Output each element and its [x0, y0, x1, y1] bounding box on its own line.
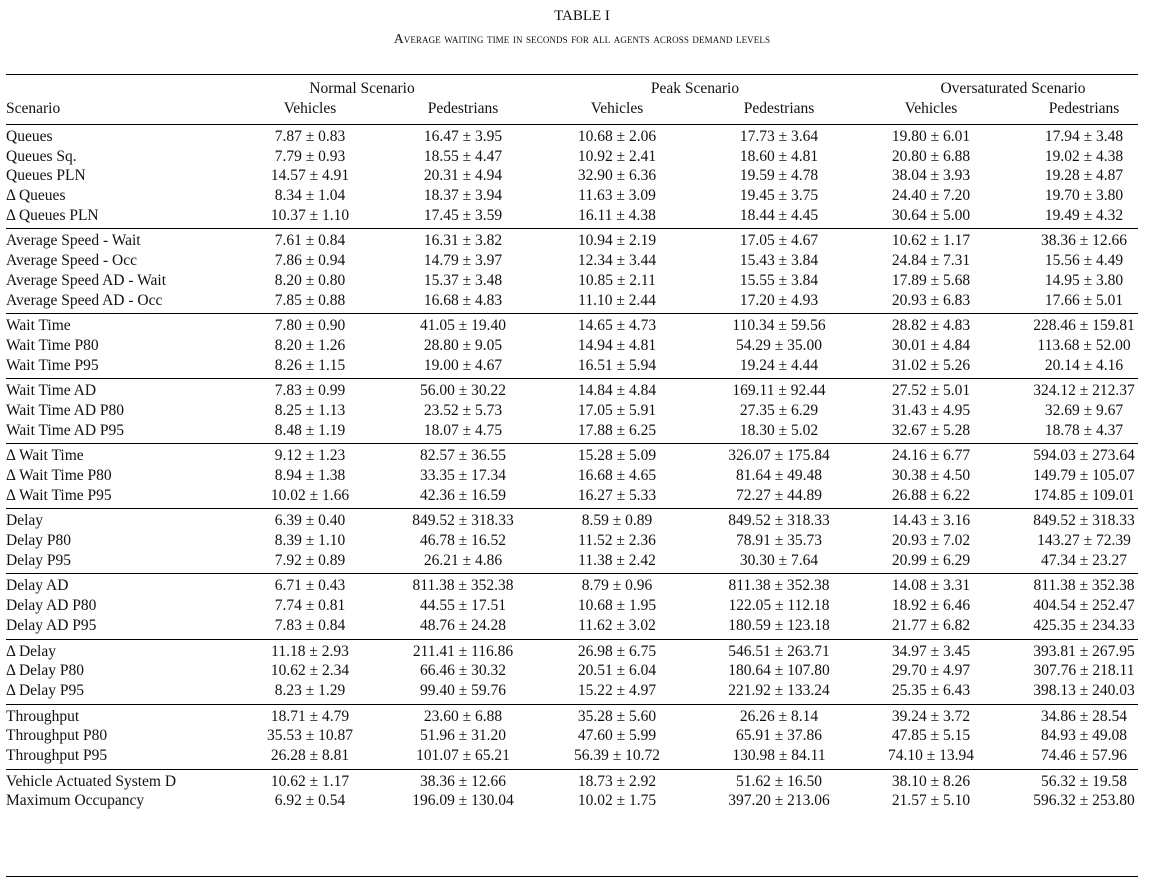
table-cell: 32.90 ± 6.36	[577, 167, 657, 185]
section-rule	[6, 443, 1138, 444]
table-row	[0, 531, 1164, 551]
table-cell: 10.37 ± 1.10	[270, 206, 350, 224]
table-cell: 6.71 ± 0.43	[274, 577, 346, 595]
table-cell: 149.79 ± 105.07	[1033, 467, 1135, 484]
table-cell: 38.36 ± 12.66	[419, 772, 507, 790]
table-cell: 19.80 ± 6.01	[891, 128, 971, 145]
table-row	[0, 772, 1164, 792]
table-cell: 19.45 ± 3.75	[739, 187, 819, 205]
table-cell: 17.88 ± 6.25	[577, 421, 657, 439]
table-cell: 15.28 ± 5.09	[577, 447, 657, 465]
table-row	[0, 336, 1164, 356]
table-cell: 8.94 ± 1.38	[274, 467, 346, 484]
table-cell: 20.14 ± 4.16	[1044, 356, 1124, 374]
table-cell: 17.05 ± 5.91	[577, 401, 657, 419]
table-cell: 34.97 ± 3.45	[891, 642, 971, 660]
table-row	[0, 421, 1164, 441]
row-label: Average Speed AD - Wait	[6, 271, 167, 289]
table-cell: 7.86 ± 0.94	[274, 252, 346, 270]
table-cell: 11.52 ± 2.36	[578, 532, 656, 550]
table-cell: 8.23 ± 1.29	[274, 681, 346, 699]
table-cell: 81.64 ± 49.48	[735, 467, 823, 484]
table-cell: 849.52 ± 318.33	[728, 512, 830, 530]
table-row	[0, 596, 1164, 616]
table-cell: 26.26 ± 8.14	[739, 707, 819, 725]
table-cell: 18.07 ± 4.75	[423, 421, 503, 439]
table-cell: 41.05 ± 19.40	[419, 317, 507, 335]
table-cell: 425.35 ± 234.33	[1033, 616, 1135, 634]
section-rule	[6, 228, 1138, 229]
section-rule	[6, 573, 1138, 574]
table-row	[0, 166, 1164, 186]
subcol-header: Pedestrians	[743, 100, 815, 117]
table-cell: 8.79 ± 0.96	[581, 577, 653, 595]
table-row	[0, 291, 1164, 311]
table-cell: 324.12 ± 212.37	[1033, 382, 1135, 400]
table-cell: 72.27 ± 44.89	[735, 486, 823, 504]
table-cell: 30.30 ± 7.64	[739, 551, 819, 569]
table-cell: 16.68 ± 4.83	[423, 291, 503, 309]
table-cell: 74.46 ± 57.96	[1040, 746, 1128, 764]
table-cell: 110.34 ± 59.56	[732, 317, 826, 335]
table-row	[0, 316, 1164, 336]
table-row	[0, 251, 1164, 271]
row-label: Queues PLN	[6, 167, 86, 185]
table-cell: 16.31 ± 3.82	[423, 232, 503, 250]
table-cell: 6.39 ± 0.40	[274, 512, 346, 530]
table-cell: 8.34 ± 1.04	[274, 187, 346, 205]
table-cell: 596.32 ± 253.80	[1033, 792, 1135, 810]
table-cell: 228.46 ± 159.81	[1033, 317, 1135, 335]
row-label: Average Speed AD - Occ	[6, 291, 163, 309]
table-cell: 17.94 ± 3.48	[1044, 128, 1124, 145]
table-row	[0, 206, 1164, 226]
table-cell: 84.93 ± 49.08	[1040, 727, 1128, 745]
row-label: Δ Delay P80	[6, 662, 84, 680]
table-cell: 18.71 ± 4.79	[270, 707, 350, 725]
table-cell: 29.70 ± 4.97	[891, 662, 971, 680]
table-cell: 17.45 ± 3.59	[423, 206, 503, 224]
table-cell: 8.20 ± 1.26	[274, 336, 346, 354]
table-cell: 56.39 ± 10.72	[573, 746, 661, 764]
table-cell: 18.78 ± 4.37	[1044, 421, 1124, 439]
row-header-scenario: Scenario	[6, 100, 61, 117]
row-label: Delay P80	[6, 532, 72, 550]
table-cell: 14.43 ± 3.16	[891, 512, 971, 530]
subcol-header: Vehicles	[283, 100, 337, 117]
row-label: Delay P95	[6, 551, 72, 569]
table-cell: 47.34 ± 23.27	[1040, 551, 1128, 569]
table-cell: 14.84 ± 4.84	[577, 382, 657, 400]
table-cell: 130.98 ± 84.11	[732, 746, 826, 764]
table-cell: 811.38 ± 352.38	[728, 577, 830, 595]
table-cell: 10.62 ± 1.17	[270, 772, 350, 790]
table-cell: 221.92 ± 133.24	[728, 681, 830, 699]
subcol-header: Vehicles	[904, 100, 958, 117]
table-cell: 19.24 ± 4.44	[739, 356, 819, 374]
table-cell: 18.30 ± 5.02	[739, 421, 819, 439]
row-label: Throughput P80	[6, 727, 108, 745]
table-cell: 31.02 ± 5.26	[891, 356, 971, 374]
table-cell: 38.10 ± 8.26	[891, 772, 971, 790]
table-row	[0, 381, 1164, 401]
table-cell: 20.99 ± 6.29	[891, 551, 971, 569]
table-cell: 38.36 ± 12.66	[1040, 232, 1128, 250]
row-label: Delay AD P80	[6, 597, 97, 615]
table-cell: 14.57 ± 4.91	[270, 167, 350, 185]
table-cell: 19.28 ± 4.87	[1044, 167, 1124, 185]
table-cell: 11.10 ± 2.44	[578, 291, 656, 309]
table-cell: 17.89 ± 5.68	[891, 271, 971, 289]
section-rule	[6, 508, 1138, 509]
table-row	[0, 356, 1164, 376]
table-cell: 30.38 ± 4.50	[891, 467, 971, 484]
table-cell: 30.64 ± 5.00	[891, 206, 971, 224]
table-cell: 19.00 ± 4.67	[423, 356, 503, 374]
table-cell: 849.52 ± 318.33	[412, 512, 514, 530]
table-cell: 196.09 ± 130.04	[412, 792, 514, 810]
table-cell: 15.37 ± 3.48	[423, 271, 503, 289]
table-cell: 7.85 ± 0.88	[274, 291, 346, 309]
table-cell: 10.02 ± 1.66	[270, 486, 350, 504]
bottom-rule	[6, 876, 1138, 877]
table-cell: 15.22 ± 4.97	[577, 681, 657, 699]
table-cell: 113.68 ± 52.00	[1037, 336, 1131, 354]
table-cell: 7.83 ± 0.99	[274, 382, 346, 400]
row-label: Δ Wait Time P80	[6, 467, 112, 484]
table-cell: 34.86 ± 28.54	[1040, 707, 1128, 725]
table-cell: 19.59 ± 4.78	[739, 167, 819, 185]
table-cell: 26.28 ± 8.81	[270, 746, 350, 764]
table-cell: 82.57 ± 36.55	[419, 447, 507, 465]
table-cell: 8.25 ± 1.13	[274, 401, 346, 419]
table-cell: 20.93 ± 6.83	[891, 291, 971, 309]
table-cell: 14.94 ± 4.81	[577, 336, 657, 354]
row-label: Delay AD P95	[6, 616, 97, 634]
table-cell: 35.53 ± 10.87	[266, 727, 354, 745]
row-label: Delay AD	[6, 577, 69, 595]
table-row	[0, 127, 1164, 147]
table-cell: 10.62 ± 2.34	[270, 662, 350, 680]
table-cell: 15.56 ± 4.49	[1044, 252, 1124, 270]
table-cell: 393.81 ± 267.95	[1033, 642, 1135, 660]
table-cell: 594.03 ± 273.64	[1033, 447, 1135, 465]
table-cell: 546.51 ± 263.71	[728, 642, 830, 660]
table-cell: 7.79 ± 0.93	[274, 147, 346, 165]
table-cell: 99.40 ± 59.76	[419, 681, 507, 699]
table-row	[0, 186, 1164, 206]
table-cell: 78.91 ± 35.73	[735, 532, 823, 550]
table-row	[0, 271, 1164, 291]
section-rule	[6, 704, 1138, 705]
table-cell: 169.11 ± 92.44	[732, 382, 826, 400]
table-cell: 56.00 ± 30.22	[419, 382, 507, 400]
row-label: Wait Time AD P95	[6, 421, 125, 439]
table-cell: 16.27 ± 5.33	[577, 486, 657, 504]
table-cell: 11.18 ± 2.93	[271, 642, 349, 660]
top-rule	[6, 74, 1138, 75]
table-cell: 16.47 ± 3.95	[423, 128, 503, 145]
table-cell: 811.38 ± 352.38	[1033, 577, 1135, 595]
table-row	[0, 746, 1164, 766]
table-cell: 7.61 ± 0.84	[274, 232, 346, 250]
section-rule	[6, 313, 1138, 314]
table-cell: 10.94 ± 2.19	[577, 232, 657, 250]
table-cell: 16.51 ± 5.94	[577, 356, 657, 374]
table-cell: 307.76 ± 218.11	[1033, 662, 1135, 680]
table-cell: 28.80 ± 9.05	[423, 336, 503, 354]
table-cell: 14.08 ± 3.31	[891, 577, 971, 595]
table-cell: 14.65 ± 4.73	[577, 317, 657, 335]
table-cell: 8.39 ± 1.10	[274, 532, 346, 550]
table-cell: 20.51 ± 6.04	[577, 662, 657, 680]
table-cell: 180.59 ± 123.18	[728, 616, 830, 634]
table-cell: 8.59 ± 0.89	[581, 512, 653, 530]
row-label: Wait Time	[6, 317, 71, 335]
table-cell: 25.35 ± 6.43	[891, 681, 971, 699]
table-cell: 32.67 ± 5.28	[891, 421, 971, 439]
section-rule	[6, 639, 1138, 640]
table-cell: 849.52 ± 318.33	[1033, 512, 1135, 530]
row-label: Δ Delay P95	[6, 681, 84, 699]
row-label: Average Speed - Wait	[6, 232, 141, 250]
table-row	[0, 446, 1164, 466]
table-cell: 122.05 ± 112.18	[728, 597, 830, 615]
table-row	[0, 791, 1164, 811]
table-cell: 8.20 ± 0.80	[274, 271, 346, 289]
table-body	[0, 127, 1164, 811]
row-label: Δ Wait Time P95	[6, 486, 112, 504]
table-cell: 27.35 ± 6.29	[739, 401, 819, 419]
table-row	[0, 661, 1164, 681]
table-cell: 18.55 ± 4.47	[423, 147, 503, 165]
table-cell: 54.29 ± 35.00	[735, 336, 823, 354]
table-cell: 44.55 ± 17.51	[419, 597, 507, 615]
table-cell: 21.77 ± 6.82	[891, 616, 971, 634]
table-cell: 47.85 ± 5.15	[891, 727, 971, 745]
table-cell: 326.07 ± 175.84	[728, 447, 830, 465]
table-row	[0, 726, 1164, 746]
table-cell: 24.16 ± 6.77	[891, 447, 971, 465]
table-cell: 10.92 ± 2.41	[577, 147, 657, 165]
table-cell: 48.76 ± 24.28	[419, 616, 507, 634]
table-cell: 11.38 ± 2.42	[578, 551, 656, 569]
table-cell: 31.43 ± 4.95	[891, 401, 971, 419]
table-cell: 10.62 ± 1.17	[891, 232, 971, 250]
table-cell: 51.96 ± 31.20	[419, 727, 507, 745]
row-label: Maximum Occupancy	[6, 792, 145, 810]
subcol-header: Pedestrians	[1048, 100, 1120, 117]
table-row	[0, 147, 1164, 167]
table-cell: 23.52 ± 5.73	[423, 401, 503, 419]
table-cell: 9.12 ± 1.23	[274, 447, 346, 465]
table-row	[0, 401, 1164, 421]
table-cell: 14.79 ± 3.97	[423, 252, 503, 270]
table-row	[0, 576, 1164, 596]
table-cell: 24.84 ± 7.31	[891, 252, 971, 270]
table-cell: 18.92 ± 6.46	[891, 597, 971, 615]
table-cell: 46.78 ± 16.52	[419, 532, 507, 550]
table-cell: 56.32 ± 19.58	[1040, 772, 1128, 790]
row-label: Throughput	[6, 707, 80, 725]
table-cell: 8.48 ± 1.19	[274, 421, 346, 439]
table-cell: 24.40 ± 7.20	[891, 187, 971, 205]
table-cell: 38.04 ± 3.93	[891, 167, 971, 185]
table-cell: 33.35 ± 17.34	[419, 467, 507, 484]
table-cell: 14.95 ± 3.80	[1044, 271, 1124, 289]
table-cell: 74.10 ± 13.94	[887, 746, 975, 764]
table-cell: 18.37 ± 3.94	[423, 187, 503, 205]
table-cell: 7.87 ± 0.83	[274, 128, 346, 145]
section-rule	[6, 378, 1138, 379]
table-cell: 66.46 ± 30.32	[419, 662, 507, 680]
table-cell: 10.68 ± 2.06	[577, 128, 657, 145]
table-cell: 7.74 ± 0.81	[274, 597, 346, 615]
table-cell: 32.69 ± 9.67	[1044, 401, 1124, 419]
table-cell: 7.92 ± 0.89	[274, 551, 346, 569]
table-cell: 23.60 ± 6.88	[423, 707, 503, 725]
table-cell: 20.93 ± 7.02	[891, 532, 971, 550]
row-label: Throughput P95	[6, 746, 108, 764]
table-cell: 26.88 ± 6.22	[891, 486, 971, 504]
table-number: TABLE I	[554, 8, 610, 24]
table-cell: 143.27 ± 72.39	[1037, 532, 1131, 550]
table-cell: 17.66 ± 5.01	[1044, 291, 1124, 309]
table-cell: 26.21 ± 4.86	[423, 551, 503, 569]
table-cell: 10.68 ± 1.95	[577, 597, 657, 615]
row-label: Average Speed - Occ	[6, 252, 137, 270]
table-cell: 16.68 ± 4.65	[577, 467, 657, 484]
table-caption: Average waiting time in seconds for all agents across demand levels	[393, 31, 771, 46]
table-cell: 16.11 ± 4.38	[578, 206, 656, 224]
table-row	[0, 551, 1164, 571]
table-row	[0, 486, 1164, 506]
table-cell: 11.62 ± 3.02	[578, 616, 656, 634]
table-cell: 20.80 ± 6.88	[891, 147, 971, 165]
group-header-oversaturated: Oversaturated Scenario	[940, 80, 1086, 97]
table-row	[0, 681, 1164, 701]
table-cell: 6.92 ± 0.54	[274, 792, 346, 810]
table-cell: 7.80 ± 0.90	[274, 317, 346, 335]
table-cell: 21.57 ± 5.10	[891, 792, 971, 810]
table-cell: 7.83 ± 0.84	[274, 616, 346, 634]
table-row	[0, 466, 1164, 486]
section-rule	[6, 769, 1138, 770]
table-cell: 10.02 ± 1.75	[577, 792, 657, 810]
table-cell: 10.85 ± 2.11	[578, 271, 656, 289]
table-row	[0, 231, 1164, 251]
table-cell: 20.31 ± 4.94	[423, 167, 503, 185]
row-label: Wait Time P95	[6, 356, 99, 374]
table-cell: 8.26 ± 1.15	[274, 356, 346, 374]
table-cell: 30.01 ± 4.84	[891, 336, 971, 354]
table-cell: 17.05 ± 4.67	[739, 232, 819, 250]
table-cell: 51.62 ± 16.50	[735, 772, 823, 790]
table-cell: 35.28 ± 5.60	[577, 707, 657, 725]
row-label: Δ Queues	[6, 187, 66, 205]
table-cell: 211.41 ± 116.86	[412, 642, 514, 660]
row-label: Vehicle Actuated System D	[6, 772, 177, 790]
table-cell: 65.91 ± 37.86	[735, 727, 823, 745]
table-cell: 398.13 ± 240.03	[1033, 681, 1135, 699]
group-header-peak: Peak Scenario	[650, 80, 740, 97]
row-label: Δ Queues PLN	[6, 206, 99, 224]
row-label: Queues	[6, 128, 53, 145]
table-cell: 12.34 ± 3.44	[577, 252, 657, 270]
table-cell: 26.98 ± 6.75	[577, 642, 657, 660]
table-cell: 180.64 ± 107.80	[728, 662, 830, 680]
row-label: Δ Wait Time	[6, 447, 84, 465]
table-row	[0, 707, 1164, 727]
row-label: Wait Time AD P80	[6, 401, 125, 419]
table-cell: 15.43 ± 3.84	[739, 252, 819, 270]
table-cell: 18.44 ± 4.45	[739, 206, 819, 224]
row-label: Δ Delay	[6, 642, 56, 660]
table-cell: 101.07 ± 65.21	[416, 746, 510, 764]
table-cell: 27.52 ± 5.01	[891, 382, 971, 400]
table-cell: 42.36 ± 16.59	[419, 486, 507, 504]
row-label: Queues Sq.	[6, 147, 77, 165]
table-cell: 17.20 ± 4.93	[739, 291, 819, 309]
group-header-normal: Normal Scenario	[309, 80, 415, 97]
subcol-header: Pedestrians	[427, 100, 499, 117]
table-cell: 174.85 ± 109.01	[1033, 486, 1135, 504]
row-label: Delay	[6, 512, 44, 530]
table-cell: 18.73 ± 2.92	[577, 772, 657, 790]
table-cell: 18.60 ± 4.81	[739, 147, 819, 165]
row-label: Wait Time P80	[6, 336, 99, 354]
table-cell: 404.54 ± 252.47	[1033, 597, 1135, 615]
table-row	[0, 616, 1164, 636]
table-cell: 811.38 ± 352.38	[412, 577, 514, 595]
table-cell: 19.02 ± 4.38	[1044, 147, 1124, 165]
table-cell: 28.82 ± 4.83	[891, 317, 971, 335]
table-cell: 39.24 ± 3.72	[891, 707, 971, 725]
header-rule	[6, 124, 1138, 125]
table-cell: 15.55 ± 3.84	[739, 271, 819, 289]
table-row	[0, 511, 1164, 531]
table-cell: 397.20 ± 213.06	[728, 792, 830, 810]
table-row	[0, 642, 1164, 662]
subcol-header: Vehicles	[590, 100, 644, 117]
table-cell: 11.63 ± 3.09	[578, 187, 656, 205]
table-cell: 19.49 ± 4.32	[1044, 206, 1124, 224]
table-cell: 17.73 ± 3.64	[739, 128, 819, 145]
table-cell: 47.60 ± 5.99	[577, 727, 657, 745]
row-label: Wait Time AD	[6, 382, 97, 400]
table-cell: 19.70 ± 3.80	[1044, 187, 1124, 205]
